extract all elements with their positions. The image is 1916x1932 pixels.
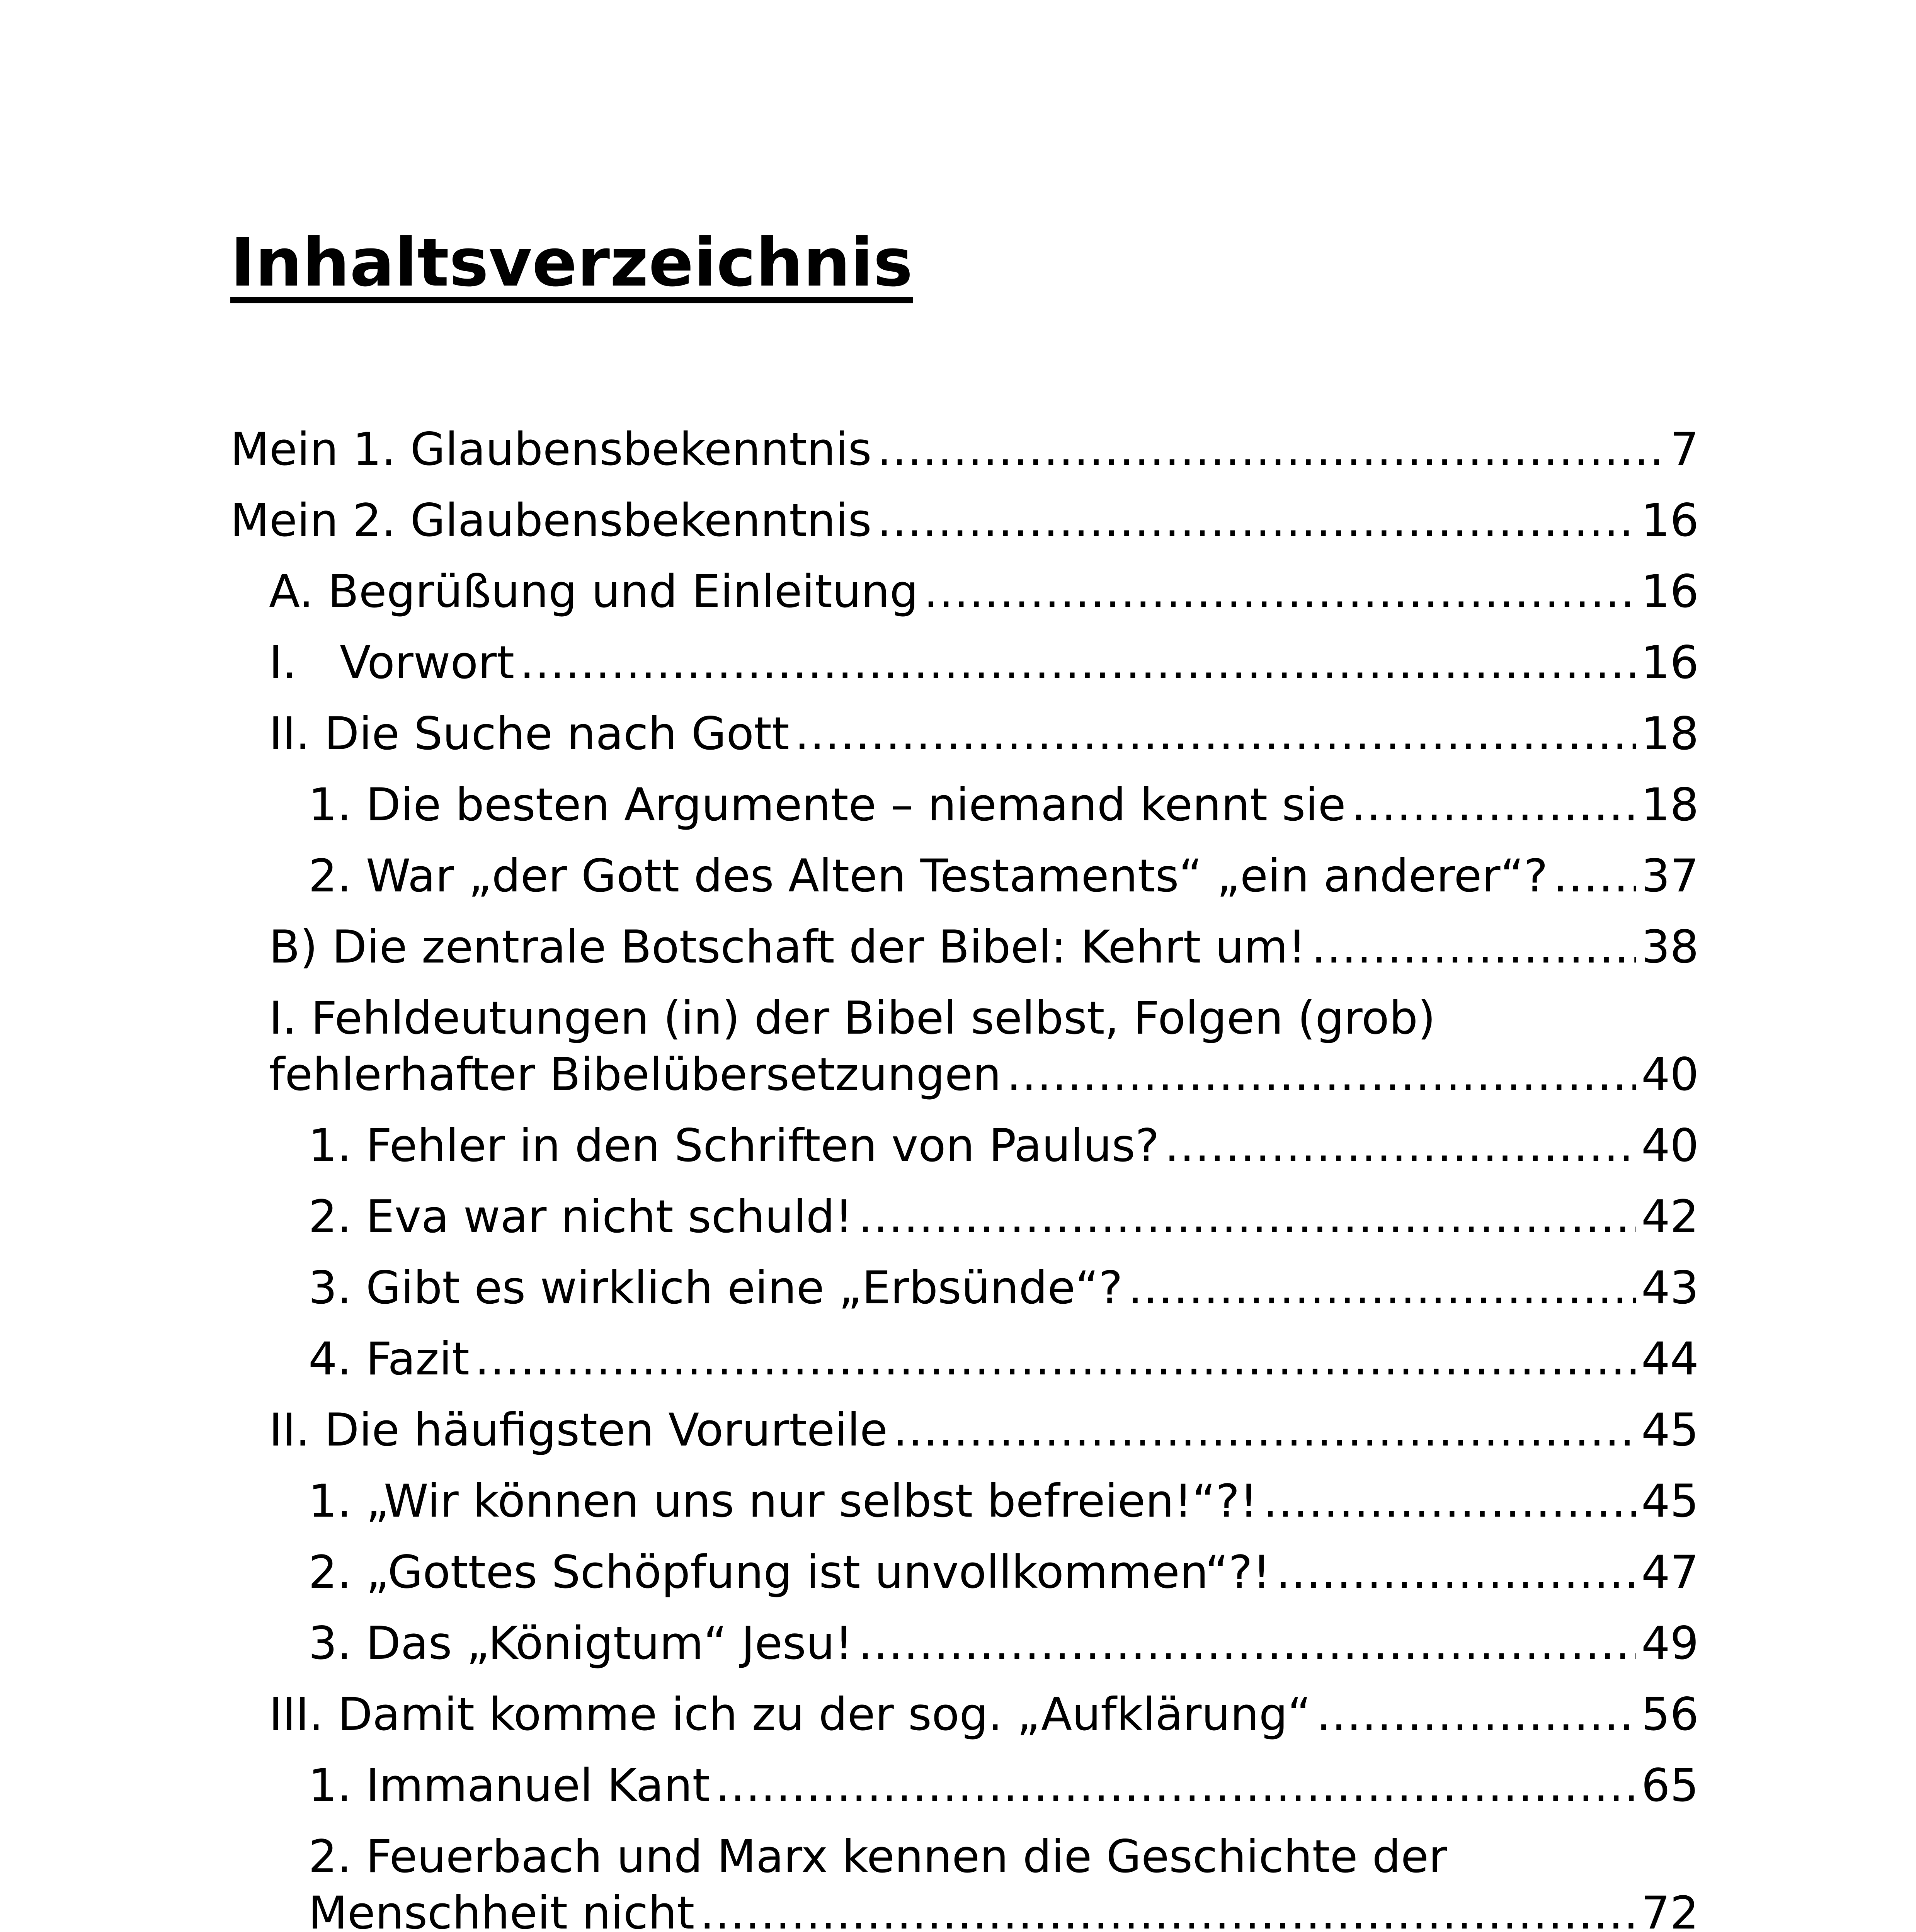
toc-entry-title: 4. Fazit .....	[308, 1331, 470, 1387]
toc-entry-title: fehlerhafter Bibelübersetzungen .....	[269, 1046, 1001, 1103]
toc-entry-title: Menschheit nicht .....	[308, 1885, 694, 1932]
toc-entry-title: 1. Immanuel Kant .....	[308, 1757, 710, 1814]
toc-entry-title: 3. Das „Königtum“ Jesu! .....	[308, 1615, 853, 1672]
toc-entry-page: 16	[1636, 563, 1699, 620]
toc-entry-title: 3. Gibt es wirklich eine „Erbsünde“? .....	[308, 1260, 1123, 1316]
toc-entry	[308, 777, 1699, 833]
toc-entry-title: 1. „Wir können uns nur selbst befreien!“?! .....	[308, 1473, 1258, 1529]
page-title: Inhaltsverzeichnis	[230, 224, 913, 301]
toc-entry	[308, 848, 1699, 904]
toc-entry	[308, 1331, 1699, 1387]
toc-entry-page: 45	[1636, 1473, 1699, 1529]
toc-entry	[230, 492, 1699, 549]
toc-entry	[269, 634, 1699, 691]
toc-entry-page: 16	[1636, 634, 1699, 691]
toc-entry-page: 18	[1636, 706, 1699, 762]
toc-entry-title: B) Die zentrale Botschaft der Bibel: Kehrt um! .....	[269, 919, 1306, 975]
toc-entry-title: A. Begrüßung und Einleitung .....	[269, 563, 918, 620]
toc-entry	[269, 1402, 1699, 1458]
toc-entry	[308, 1117, 1699, 1174]
toc-entry-page: 40	[1636, 1046, 1699, 1103]
toc-entry-page: 16	[1636, 492, 1699, 549]
toc-entry	[308, 1544, 1699, 1600]
toc-entry	[308, 1260, 1699, 1316]
toc-entry-page: 38	[1636, 919, 1699, 975]
toc-entry-page: 40	[1636, 1117, 1699, 1174]
toc-entry-page: 49	[1636, 1615, 1699, 1672]
toc-entry-title-line: 2. Feuerbach und Marx kennen die Geschichte der	[308, 1830, 1447, 1883]
toc-entry-title: 2. „Gottes Schöpfung ist unvollkommen“?! .....	[308, 1544, 1271, 1600]
toc-entry-title: Mein 2. Glaubensbekenntnis .....	[230, 492, 872, 549]
toc-entry	[269, 990, 1699, 1103]
toc-entry	[308, 1473, 1699, 1529]
toc-entry	[269, 1686, 1699, 1743]
table-of-contents	[230, 421, 1699, 1932]
toc-entry-title: 2. War „der Gott des Alten Testaments“ „ein anderer“? .....	[308, 848, 1548, 904]
toc-entry-title: 2. Eva war nicht schuld! .....	[308, 1189, 853, 1245]
toc-entry	[308, 1828, 1699, 1932]
toc-entry-page: 7	[1665, 421, 1699, 478]
toc-entry-page: 18	[1636, 777, 1699, 833]
toc-entry-page: 72	[1636, 1885, 1699, 1932]
toc-entry-page: 45	[1636, 1402, 1699, 1458]
toc-entry-title: 1. Die besten Argumente – niemand kennt sie .....	[308, 777, 1346, 833]
toc-entry-page: 56	[1636, 1686, 1699, 1743]
toc-entry-page: 37	[1636, 848, 1699, 904]
toc-entry	[308, 1615, 1699, 1672]
toc-entry-title: II. Die häufigsten Vorurteile .....	[269, 1402, 888, 1458]
toc-entry-title: I. Vorwort .....	[269, 634, 514, 691]
toc-entry-title: Mein 1. Glaubensbekenntnis .....	[230, 421, 872, 478]
toc-entry-page: 42	[1636, 1189, 1699, 1245]
toc-entry-title-line: I. Fehldeutungen (in) der Bibel selbst, Folgen (grob)	[269, 992, 1436, 1044]
toc-entry	[230, 421, 1699, 478]
toc-entry-page: 44	[1636, 1331, 1699, 1387]
toc-entry-page: 43	[1636, 1260, 1699, 1316]
toc-entry-title: III. Damit komme ich zu der sog. „Aufklärung“ .....	[269, 1686, 1311, 1743]
toc-entry	[308, 1189, 1699, 1245]
toc-entry	[269, 706, 1699, 762]
toc-entry	[308, 1757, 1699, 1814]
toc-entry-page: 47	[1636, 1544, 1699, 1600]
toc-entry	[269, 563, 1699, 620]
toc-entry-title: 1. Fehler in den Schriften von Paulus? .....	[308, 1117, 1159, 1174]
toc-entry-title: II. Die Suche nach Gott .....	[269, 706, 790, 762]
toc-entry	[269, 919, 1699, 975]
toc-entry-page: 65	[1636, 1757, 1699, 1814]
